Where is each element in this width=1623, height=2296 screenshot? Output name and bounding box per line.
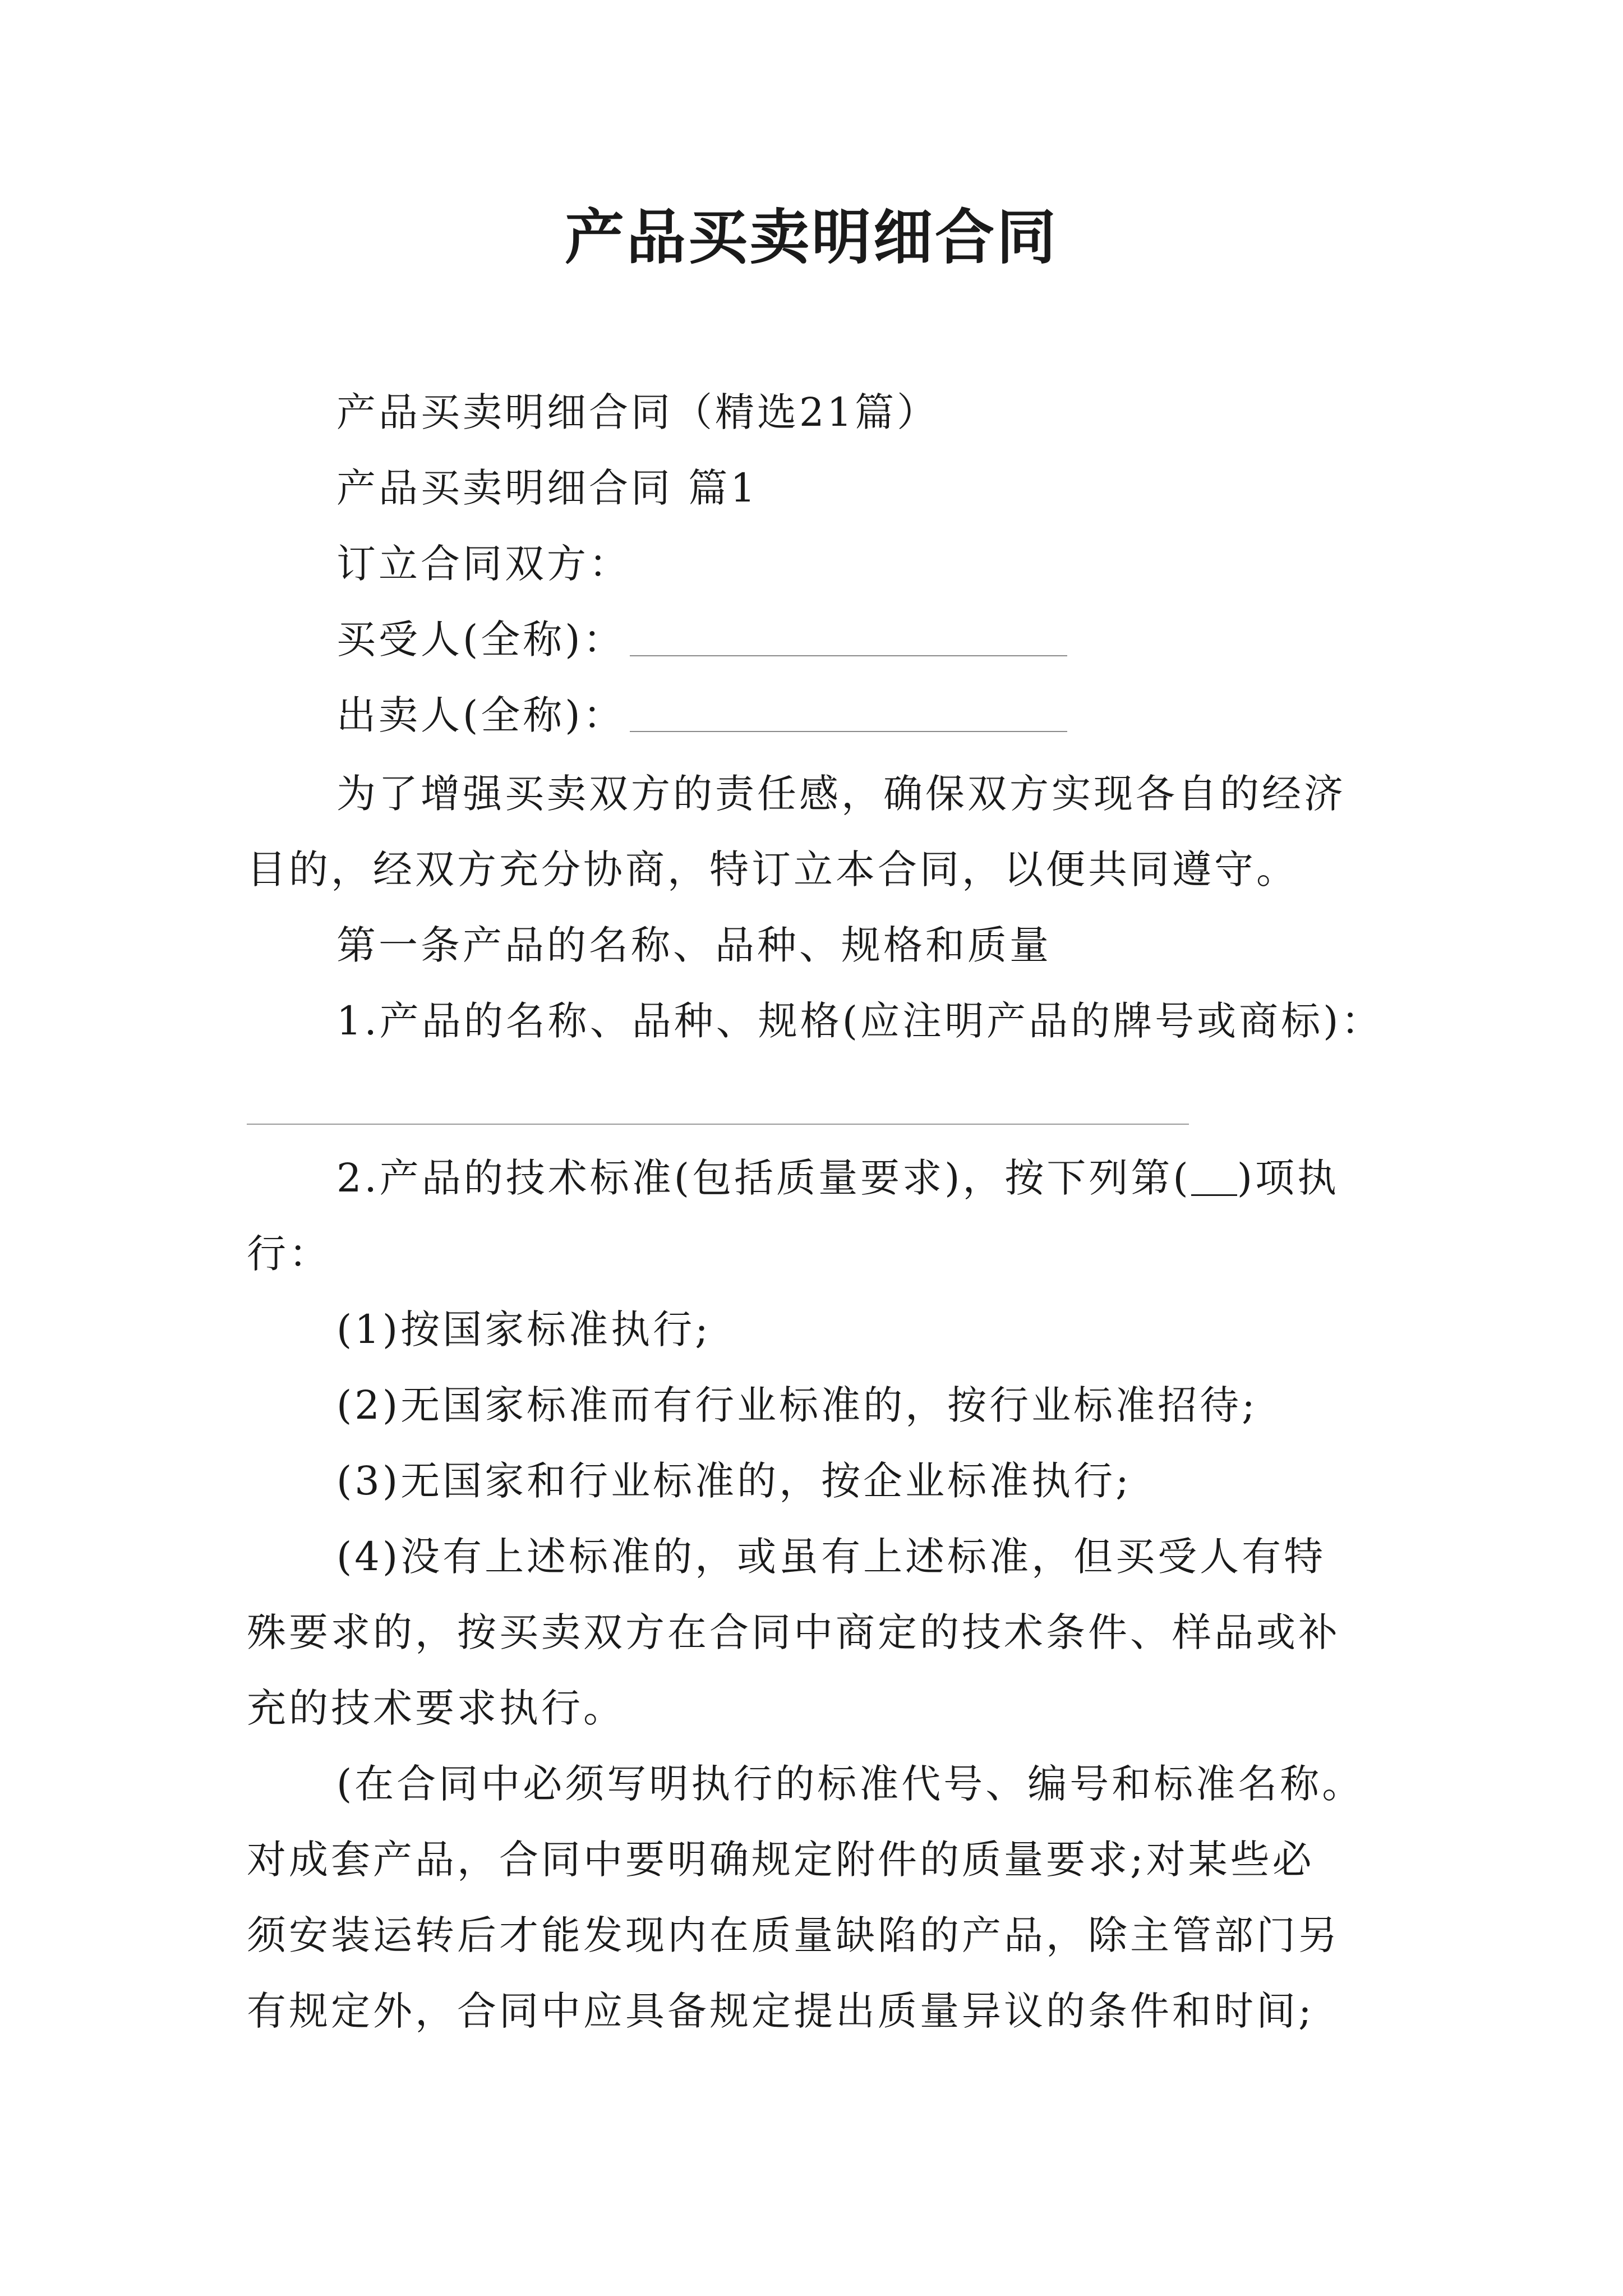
note-line-3: 须安装运转后才能发现内在质量缺陷的产品，除主管部门另	[247, 1912, 1340, 1958]
seller-label: 出卖人(全称)：	[336, 692, 625, 738]
seller-name-blank	[630, 730, 1067, 732]
buyer-name-blank	[630, 654, 1067, 656]
option-4-line-3: 充的技术要求执行。	[247, 1685, 625, 1731]
document-title: 产品买卖明细合同	[565, 202, 1058, 272]
item-2-line-1	[336, 1153, 1339, 1203]
option-4-line-1: (4)没有上述标准的，或虽有上述标准，但买受人有特	[336, 1534, 1326, 1580]
option-2: (2)无国家标准而有行业标准的，按行业标准招待;	[336, 1382, 1258, 1428]
item-2-line-2: 行：	[247, 1231, 331, 1277]
option-3: (3)无国家和行业标准的，按企业标准执行;	[336, 1458, 1132, 1504]
seller-line	[336, 690, 1067, 740]
item-1-fill-line	[247, 1124, 1189, 1125]
option-1: (1)按国家标准执行;	[336, 1306, 711, 1352]
section-title: 产品买卖明细合同 篇1	[336, 465, 758, 511]
intro-line-2: 目的，经双方充分协商，特订立本合同，以便共同遵守。	[247, 846, 1298, 892]
note-line-2: 对成套产品，合同中要明确规定附件的质量要求;对某些必	[247, 1837, 1315, 1883]
item-2-text-b: )项执	[1237, 1155, 1340, 1201]
note-line-1: (在合同中必须写明执行的标准代号、编号和标准名称。	[336, 1761, 1364, 1807]
item-2-option-blank	[1191, 1162, 1237, 1196]
item-1: 1.产品的名称、品种、规格(应注明产品的牌号或商标)：	[336, 998, 1384, 1044]
note-line-4: 有规定外，合同中应具备规定提出质量异议的条件和时间;	[247, 1988, 1315, 2034]
item-2-text-a: 2.产品的技术标准(包括质量要求)，按下列第(	[336, 1155, 1191, 1201]
intro-line-1: 为了增强买卖双方的责任感，确保双方实现各自的经济	[336, 771, 1346, 817]
option-4-line-2: 殊要求的，按买卖双方在合同中商定的技术条件、样品或补	[247, 1609, 1340, 1655]
document-subtitle: 产品买卖明细合同（精选21篇）	[336, 389, 939, 435]
buyer-line	[336, 614, 1067, 665]
buyer-label: 买受人(全称)：	[336, 616, 625, 662]
article-1-heading: 第一条产品的名称、品种、规格和质量	[336, 922, 1052, 968]
parties-heading: 订立合同双方：	[336, 541, 631, 587]
